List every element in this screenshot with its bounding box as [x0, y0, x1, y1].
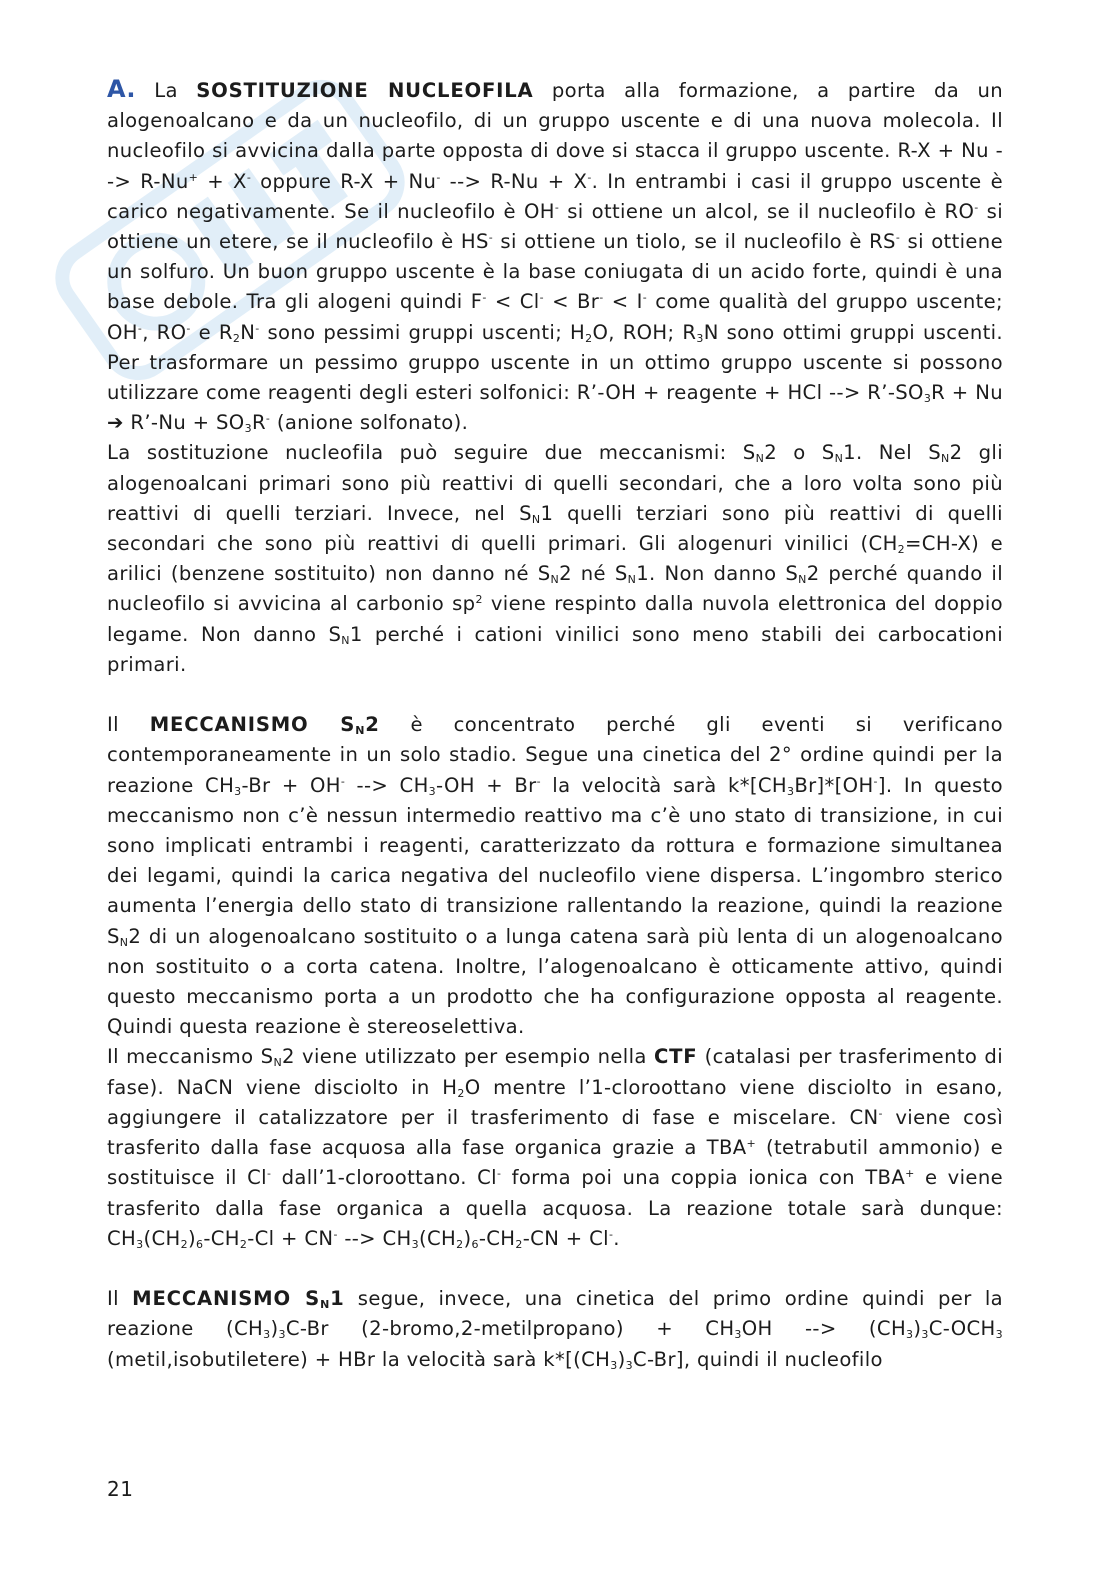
paragraph-sostituzione: A. La SOSTITUZIONE NUCLEOFILA porta alla formazione, a partire da un alogenoalcano e da un nucleofilo, di un gruppo uscente e di una nuova molecola. Il nucleofilo si avvicina dalla parte opposta di dove si stacca il gruppo uscente. R-X + Nu --> R-Nu+ + X- oppure R-X + Nu- --> R-Nu + X-. In entrambi i casi il gruppo uscente è carico negativamente. Se il nucleofilo è OH- si ottiene un alcol, se il nucleofilo è RO- si ottiene un etere, se il nucleofilo è HS- si ottiene un tiolo, se il nucleofilo è RS- si ottiene un solfuro. Un buon gruppo uscente è la base coniugata di un acido forte, quindi è una base debole. Tra gli alogeni quindi F- < Cl- < Br- < I- come qualità del gruppo uscente; OH-, RO- e $R_2N^-$ sono pessimi gruppi uscenti; $H_2O$, ROH; $R_3N$ sono ottimi gruppi uscenti. Per trasformare un pessimo gruppo uscente in un ottimo gruppo uscente si possono utilizzare come reagenti degli esteri solfonici: R’-OH + reagente + HCl --> $R’-SO_3R + Nu$ ➔ R’-Nu + $SO_3R^-$ (anione solfonato). [107, 75, 1004, 436]
paragraph-sn2: Il MECCANISMO $S_N2$ è concentrato perché gli eventi si verificano contemporaneamente in un solo stadio. Segue una cinetica del 2° ordine quindi per la reazione $CH_3-Br + OH^-$ --> $CH_3-OH + Br^-$ la velocità sarà $k*[CH_3Br]*[OH^-]$. In questo meccanismo non c’è nessun intermedio reattivo ma c’è uno stato di transizione, in cui sono implicati entrambi i reagenti, caratterizzato da rottura e formazione simultanea dei legami, quindi la carica negativa del nucleofilo viene dispersa. L’ingombro sterico aumenta l’energia dello stato di transizione rallentando la reazione, quindi la reazione $S_N2$ di un alogenoalcano sostituito o a lunga catena sarà più lenta di un alogenoalcano non sostituito o a corta catena. Inoltre, l’alogenoalcano è otticamente attivo, quindi questo meccanismo porta a un prodotto che ha configurazione opposta al reagente. Quindi questa reazione è stereoselettiva. [107, 713, 1004, 1039]
paragraph-ctf: Il meccanismo $S_N2$ viene utilizzato per esempio nella CTF (catalasi per trasferimento di fase). NaCN viene disciolto in $H_2O$ mentre l’1-cloroottano viene disciolto in esano, aggiungere il catalizzatore per il trasferimento di fase e miscelare. CN- viene così trasferito dalla fase acquosa alla fase organica grazie a TBA+ (tetrabutil ammonio) e sostituisce il Cl- dall’1-cloroottano. Cl- forma poi una coppia ionica con TBA+ e viene trasferito dalla fase organica a quella acquosa. La reazione totale sarà dunque: $CH_3(CH_2)_6-CH_2-Cl + CN^-$ --> $CH_3(CH_2)_6-CH_2-CN + Cl^-$. [107, 1045, 1003, 1251]
document-body [107, 74, 1003, 1375]
page-number: 21 [107, 1477, 134, 1501]
arrow-icon: ➔ [107, 411, 124, 435]
paragraph-meccanismi: La sostituzione nucleofila può seguire due meccanismi: $S_N2$ o $S_N1$. Nel $S_N2$ gli alogenoalcani primari sono più reattivi di quelli secondari, che a loro volta sono più reattivi di quelli terziari. Invece, nel $S_N1$ quelli terziari sono più reattivi di quelli secondari che sono più reattivi di quelli primari. Gli alogenuri vinilici $(CH_2=CH-X)$ e arilici (benzene sostituito) non danno né $S_N2$ né $S_N1$. Non danno $S_N2$ perché quando il nucleofilo si avvicina al carbonio $sp^2$ viene respinto dalla nuvola elettronica del doppio legame. Non danno $S_N1$ perché i cationi vinilici sono meno stabili dei carbocationi primari. [107, 441, 1004, 676]
paragraph-sn1: Il MECCANISMO $S_N1$ segue, invece, una cinetica del primo ordine quindi per la reazione $(CH_3)_3C-Br$ (2-bromo,2-metilpropano) + $CH_3OH$ --> $(CH_3)_3C-OCH_3$ (metil,isobutiletere) + HBr la velocità sarà $k*[(CH_3)_3C-Br]$, quindi il nucleofilo [107, 1287, 1003, 1372]
section-letter: A. [107, 75, 136, 103]
